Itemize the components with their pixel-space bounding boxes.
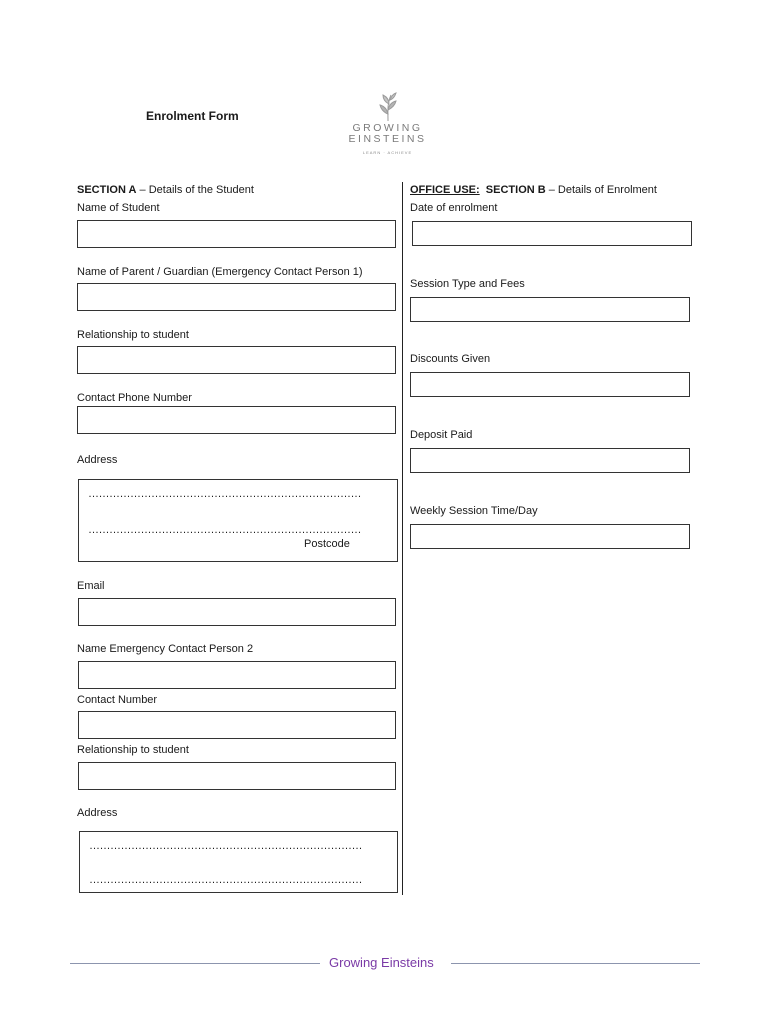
footer-brand: Growing Einsteins — [329, 955, 434, 970]
footer-rule-left — [70, 963, 320, 964]
contact-number-field[interactable] — [78, 711, 396, 739]
session-type-field[interactable] — [410, 297, 690, 322]
address-2-field[interactable] — [79, 831, 398, 893]
leaf-sprig-icon — [373, 92, 403, 122]
date-of-enrolment-field[interactable] — [412, 221, 692, 246]
phone-field[interactable] — [77, 406, 396, 434]
phone-label: Contact Phone Number — [77, 392, 192, 404]
emergency-2-name-field[interactable] — [78, 661, 396, 689]
section-b-heading — [410, 184, 657, 196]
discounts-label: Discounts Given — [410, 353, 491, 365]
relationship-1-field[interactable] — [77, 346, 396, 374]
parent-name-label: Name of Parent / Guardian (Emergency Contact Person 1) — [77, 266, 363, 278]
section-b-heading-rest: – Details of Enrolment — [545, 184, 657, 196]
student-name-field[interactable] — [77, 220, 396, 248]
address-1-label: Address — [77, 454, 118, 466]
deposit-label: Deposit Paid — [410, 429, 473, 441]
address-1-line-1: …………………………………………………………………… — [88, 488, 361, 500]
column-divider — [402, 182, 403, 895]
session-type-label: Session Type and Fees — [410, 278, 525, 290]
address-2-label: Address — [77, 807, 118, 819]
relationship-2-field[interactable] — [78, 762, 396, 790]
logo-line-2: EINSTEINS — [348, 133, 427, 145]
email-field[interactable] — [78, 598, 396, 626]
contact-number-label: Contact Number — [77, 694, 158, 706]
weekly-session-field[interactable] — [410, 524, 690, 549]
email-label: Email — [77, 580, 105, 592]
form-title: Enrolment Form — [146, 109, 239, 123]
footer-rule-right — [451, 963, 700, 964]
section-b-heading-bold: SECTION B — [485, 184, 546, 196]
date-of-enrolment-label: Date of enrolment — [410, 202, 498, 214]
address-2-line-2: …………………………………………………………………… — [89, 874, 362, 886]
deposit-field[interactable] — [410, 448, 690, 473]
section-a-heading-bold: SECTION A — [77, 184, 137, 196]
section-a-heading — [77, 184, 254, 196]
parent-name-field[interactable] — [77, 283, 396, 311]
address-1-field[interactable] — [78, 479, 398, 562]
relationship-2-label: Relationship to student — [77, 744, 189, 756]
section-a-heading-rest: – Details of the Student — [136, 184, 254, 196]
office-use-label: OFFICE USE: — [410, 184, 480, 196]
discounts-field[interactable] — [410, 372, 690, 397]
logo-line-1: GROWING — [352, 122, 423, 134]
logo-tagline: LEARN · ACHIEVE — [362, 150, 413, 155]
postcode-label: Postcode — [304, 538, 350, 550]
emergency-2-name-label: Name Emergency Contact Person 2 — [77, 643, 254, 655]
student-name-label: Name of Student — [77, 202, 160, 214]
address-1-line-2: …………………………………………………………………… — [88, 524, 361, 536]
address-2-line-1: …………………………………………………………………… — [89, 840, 362, 852]
weekly-session-label: Weekly Session Time/Day — [410, 505, 538, 517]
growing-einsteins-logo — [340, 92, 435, 162]
relationship-1-label: Relationship to student — [77, 329, 189, 341]
